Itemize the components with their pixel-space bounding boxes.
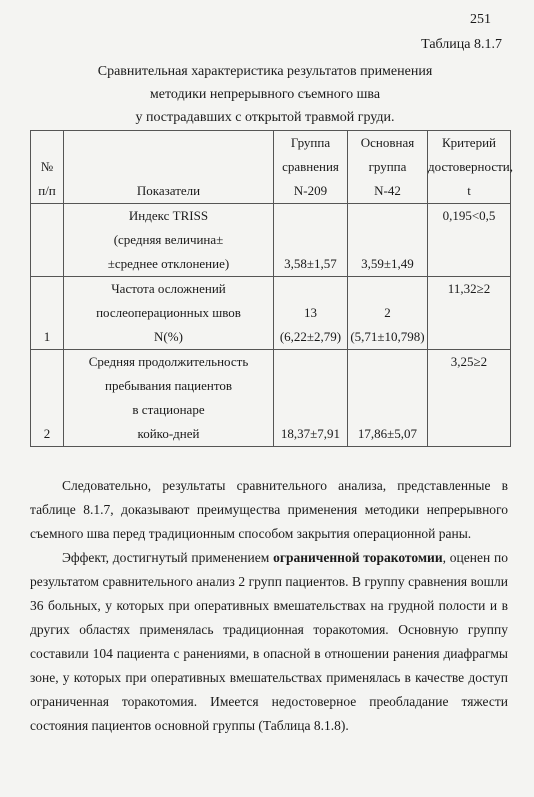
- header-group2-line: группа: [368, 159, 407, 174]
- row-indicator-line: послеоперационных швов: [96, 305, 241, 320]
- header-num-line: №: [40, 159, 54, 174]
- row-indicator-line: Частота осложнений: [111, 281, 226, 296]
- paragraph-rest: , оценен по результатом сравнительного анализ 2 групп пациентов. В группу сравнения вошли 36 больных, у которых при оперативных вмешательствах на грудной полости и в других областях применялась традиционная торакотомия. Основную группу составили 104 пациента с ранениями, в опасной в отношении ранения диафрагмы зоне, у которых при оперативных вмешательствах применялась в качестве доступ ограниченная торакотомия. Имеется недостоверное преобладание тяжести состояния пациентов основной группы (Таблица 8.1.8).: [30, 550, 508, 733]
- paragraph-conclusion: [30, 474, 508, 546]
- row-group2-value: 2: [384, 305, 391, 320]
- row-indicator-line: в стационаре: [132, 402, 205, 417]
- header-group1-line: N-209: [293, 183, 328, 198]
- row-indicator: [64, 277, 274, 350]
- row-indicator-line: (средняя величина±: [113, 232, 224, 247]
- paragraph-text: [30, 546, 508, 738]
- table-row: [31, 204, 511, 277]
- header-group2-line: Основная: [360, 135, 415, 150]
- header-num-line: п/п: [38, 183, 56, 198]
- caption-line: у пострадавших с открытой травмой груди.: [135, 110, 395, 125]
- row-criterion: [428, 204, 511, 277]
- row-group1-value: (6,22±2,79): [279, 329, 342, 344]
- row-criterion: [428, 277, 511, 350]
- header-indicator-text: Показатели: [136, 183, 201, 198]
- table-label: Таблица 8.1.7: [421, 37, 502, 52]
- row-indicator: [64, 350, 274, 447]
- page-number: 251: [470, 12, 491, 27]
- row-indicator-line: N(%): [154, 329, 183, 344]
- row-group2-value: (5,71±10,798): [350, 329, 425, 344]
- row-group2-value: 3,59±1,49: [361, 256, 414, 271]
- table-row: [31, 277, 511, 350]
- row-group2: [348, 350, 428, 447]
- header-criterion-line: t: [467, 183, 471, 198]
- row-indicator-line: Индекс TRISS: [128, 208, 209, 223]
- row-group1: [274, 277, 348, 350]
- row-num: [31, 277, 64, 350]
- row-group1-value: 3,58±1,57: [284, 256, 337, 271]
- row-criterion-value: 3,25≥2: [450, 354, 488, 369]
- row-group1-value: 18,37±7,91: [280, 426, 341, 441]
- paragraph-start: Эффект, достигнутый применением: [62, 550, 274, 565]
- row-num: [31, 350, 64, 447]
- paragraph-text: Следовательно, результаты сравнительного анализа, представленные в таблице 8.1.7, доказывают преимущества применения методики непрерывного съемного шва перед традиционным способом закрытия операционной раны.: [30, 478, 508, 541]
- row-indicator-line: койко-дней: [137, 426, 200, 441]
- header-group2: [348, 131, 428, 204]
- row-num-text: 1: [43, 329, 51, 344]
- paragraph-thoracotomy: [30, 546, 508, 738]
- row-criterion-value: 11,32≥2: [447, 281, 491, 296]
- table-row: [31, 350, 511, 447]
- header-criterion-line: Критерий: [442, 135, 496, 150]
- row-num: [31, 204, 64, 277]
- header-num: [31, 131, 64, 204]
- row-indicator-line: ±среднее отклонение): [107, 256, 230, 271]
- row-group2: [348, 277, 428, 350]
- row-num-text: [31, 204, 63, 228]
- header-group2-line: N-42: [374, 183, 401, 198]
- row-indicator: [64, 204, 274, 277]
- row-indicator-line: пребывания пациентов: [105, 378, 232, 393]
- header-group1: [274, 131, 348, 204]
- table-caption: [70, 60, 460, 129]
- comparison-table: [30, 130, 511, 447]
- header-indicator: [64, 131, 274, 204]
- row-num-text: 2: [43, 426, 51, 441]
- caption-line: Сравнительная характеристика результатов применения: [97, 64, 433, 79]
- paragraph-bold-term: ограниченной торакотомии: [273, 550, 443, 565]
- row-group2: [348, 204, 428, 277]
- header-criterion-line: достоверности,: [428, 159, 513, 174]
- row-group1: [274, 350, 348, 447]
- row-group1-value: 13: [304, 305, 317, 320]
- table-header-row: [31, 131, 511, 204]
- row-indicator-line: Средняя продолжительность: [88, 354, 249, 369]
- caption-line: методики непрерывного съемного шва: [149, 87, 381, 102]
- row-group2-value: 17,86±5,07: [357, 426, 418, 441]
- header-group1-line: сравнения: [282, 159, 339, 174]
- row-group1: [274, 204, 348, 277]
- row-criterion: [428, 350, 511, 447]
- header-group1-line: Группа: [290, 135, 331, 150]
- row-criterion-value: 0,195<0,5: [442, 208, 496, 223]
- header-criterion: [428, 131, 511, 204]
